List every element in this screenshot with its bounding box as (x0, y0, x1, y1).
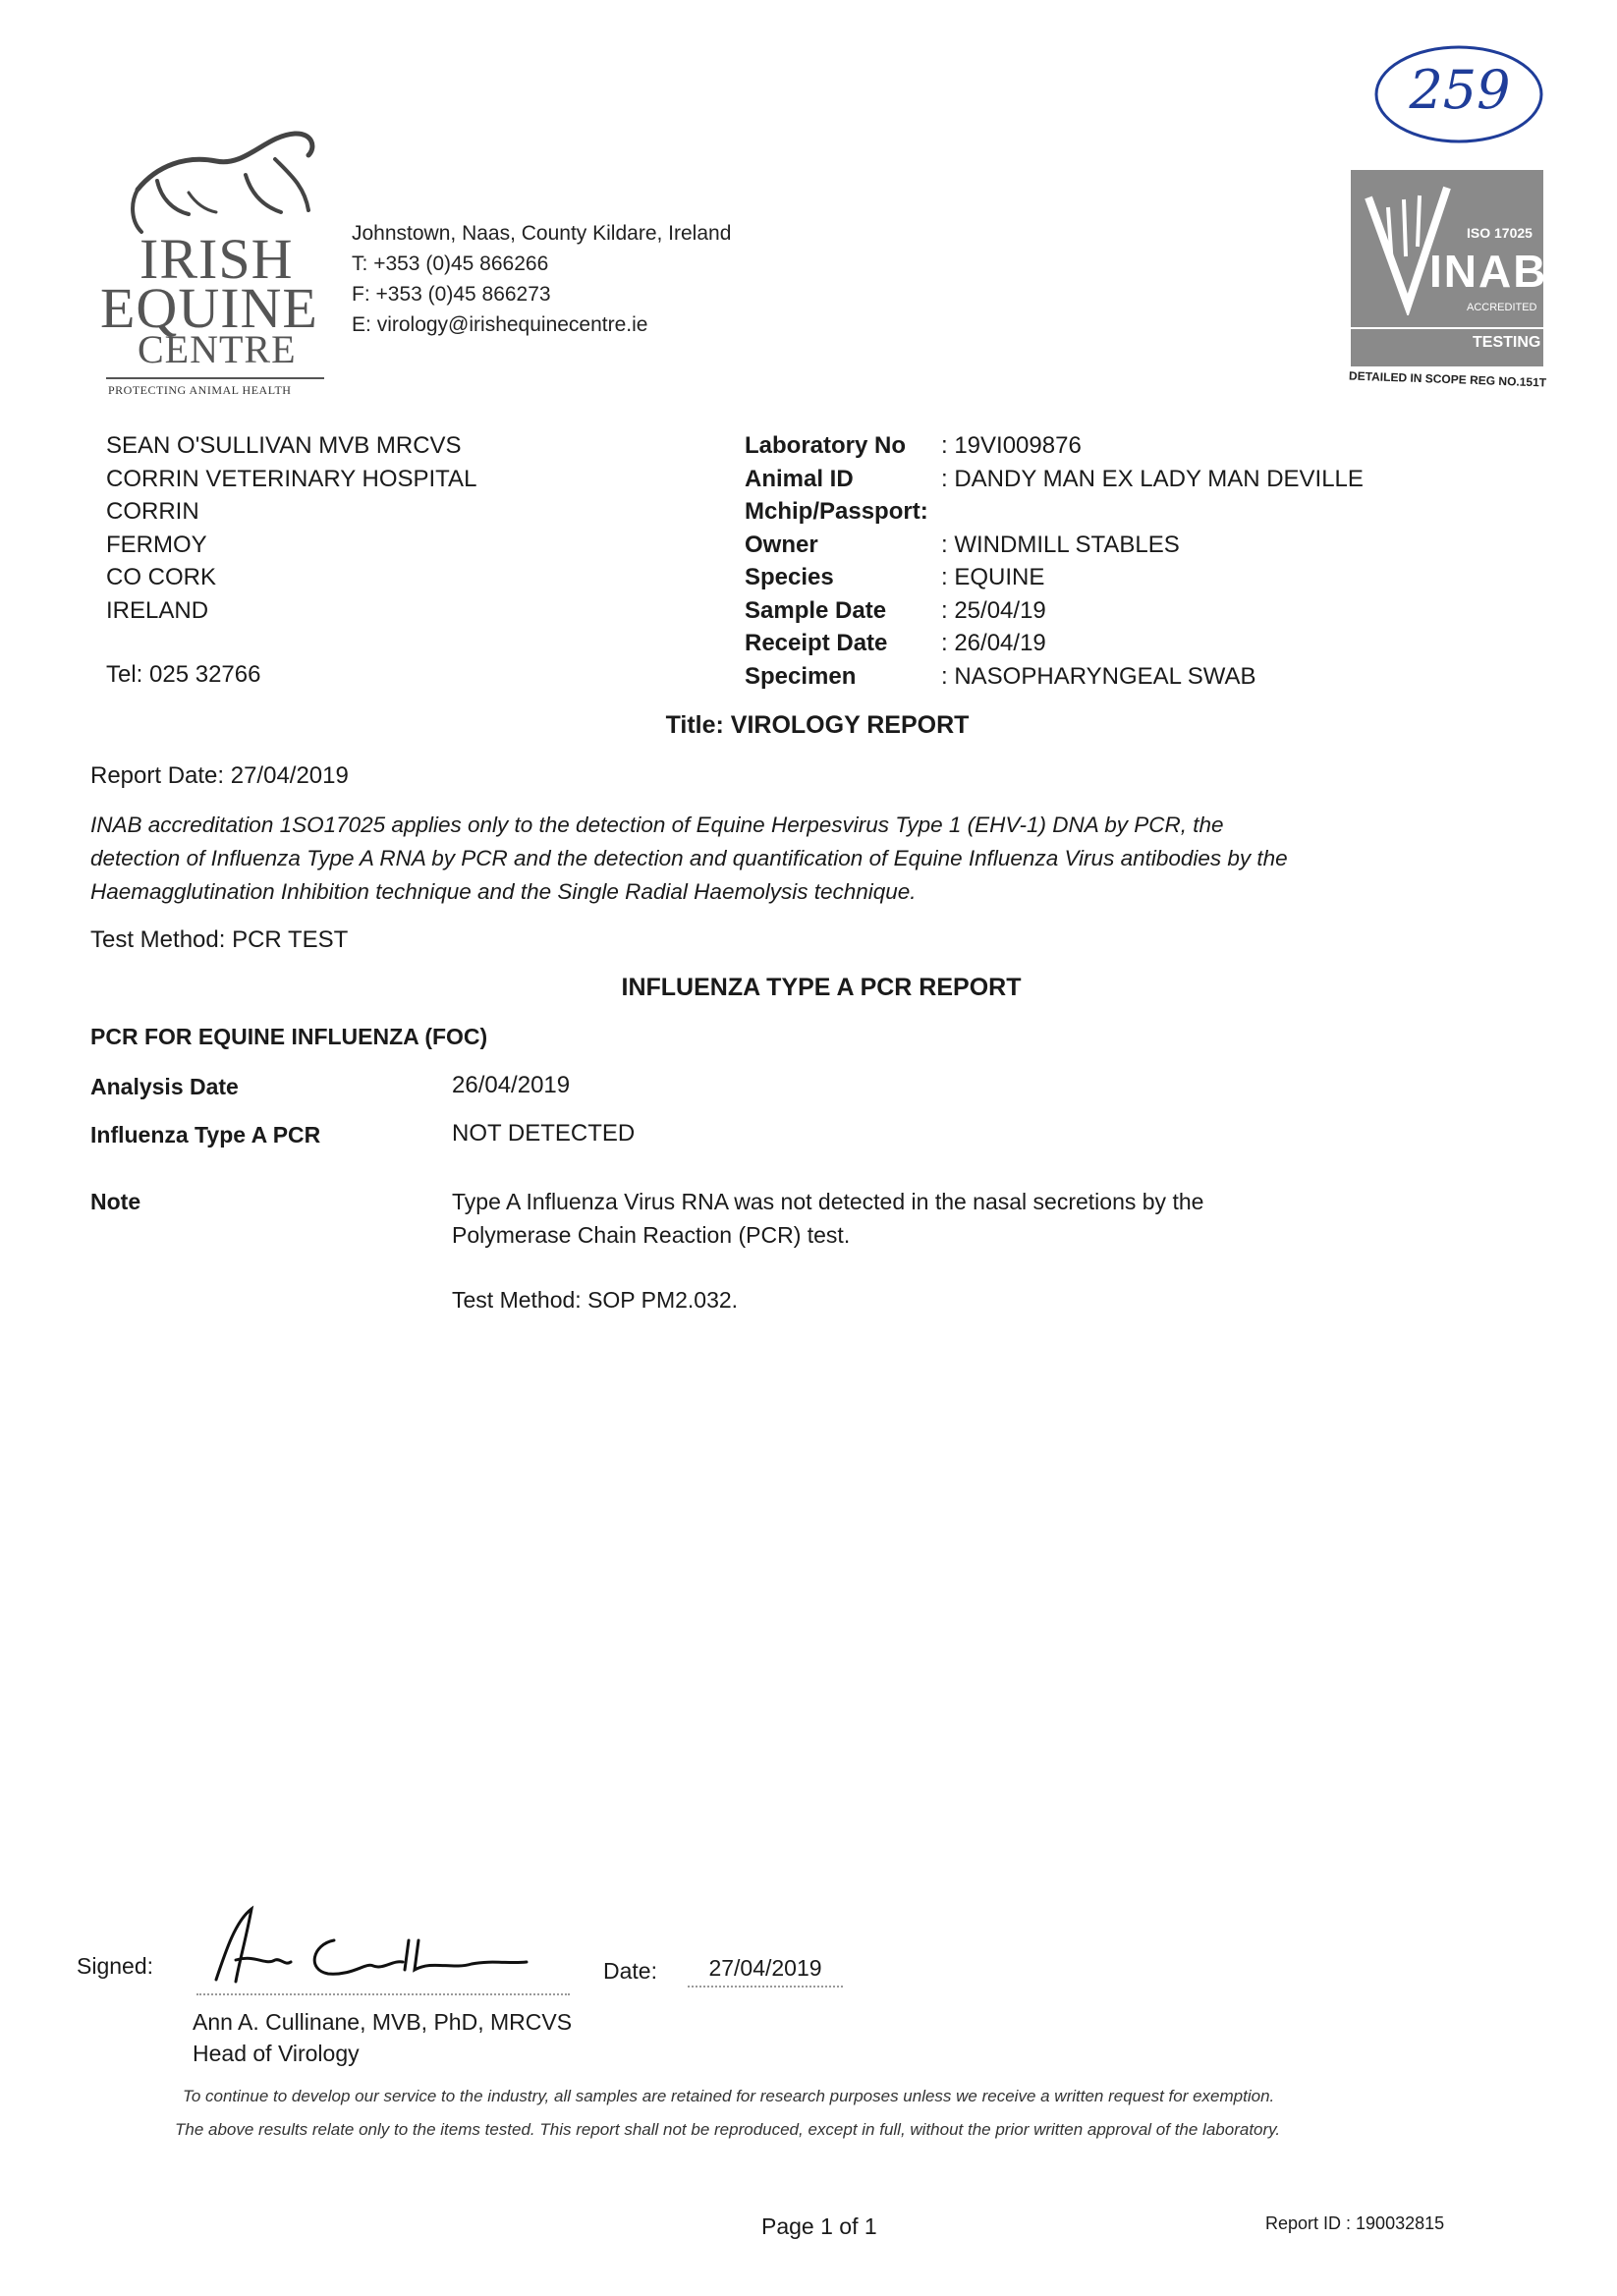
accreditation-line: Haemagglutination Inhibition technique and the Single Radial Haemolysis technique. (90, 879, 917, 904)
detail-label: Owner (745, 531, 818, 558)
detail-label: Laboratory No (745, 432, 907, 459)
inab-badge (1348, 170, 1548, 390)
irish-equine-centre-logo (98, 96, 334, 403)
contact-email: E: virology@irishequinecentre.ie (352, 313, 648, 336)
recipient-tel: Tel: 025 32766 (106, 661, 261, 688)
note-text (452, 1185, 1203, 1252)
detail-value: : 26/04/19 (941, 630, 1046, 656)
handwritten-number-text: 259 (1409, 59, 1511, 121)
recipient-address (106, 429, 476, 627)
logo-tagline: PROTECTING ANIMAL HEALTH (108, 383, 292, 397)
recipient-line: CORRIN (106, 498, 199, 525)
page-number: Page 1 of 1 (761, 2213, 877, 2239)
detail-row-species (745, 564, 1491, 597)
report-title: Title: VIROLOGY REPORT (665, 711, 970, 739)
detail-label: Mchip/Passport: (745, 498, 928, 525)
detail-label: Sample Date (745, 596, 887, 624)
disclaimer-retention: To continue to develop our service to the industry, all samples are retained for research purposes unless we receive a written request for exemption. (183, 2087, 1275, 2105)
signature-line (196, 1901, 570, 1995)
signature-handwriting (0, 0, 1, 1)
recipient-line: CORRIN VETERINARY HOSPITAL (106, 465, 477, 492)
detail-row-animal-id (745, 466, 1491, 499)
handwritten-page-number (1370, 41, 1547, 147)
contact-fax: F: +353 (0)45 866273 (352, 283, 551, 306)
sample-details (745, 432, 1491, 696)
accreditation-line: detection of Influenza Type A RNA by PCR and the detection and quantification of Equine Influenza Virus antibodies by the (90, 846, 1288, 870)
inab-name: INAB (1429, 246, 1548, 297)
detail-value: : WINDMILL STABLES (941, 531, 1180, 558)
inab-accredited: ACCREDITED (1467, 302, 1537, 313)
report-date: Report Date: 27/04/2019 (90, 762, 349, 789)
detail-row-mchip (745, 498, 1491, 532)
inab-testing: TESTING (1473, 334, 1541, 351)
signatory-name: Ann A. Cullinane, MVB, PhD, MRCVS (193, 2009, 573, 2035)
contact-block (352, 218, 731, 340)
inab-iso-label: ISO 17025 (1467, 225, 1533, 241)
pcr-result: NOT DETECTED (452, 1120, 636, 1147)
detail-label: Receipt Date (745, 630, 888, 656)
horse-logo-icon (98, 96, 334, 234)
inab-scope: DETAILED IN SCOPE REG NO.151T (1348, 368, 1547, 390)
recipient-line: CO CORK (106, 564, 217, 590)
pcr-label: Influenza Type A PCR (90, 1122, 321, 1148)
inab-testing-bar (1351, 327, 1543, 329)
test-method: Test Method: PCR TEST (90, 926, 349, 953)
signature-graphic (196, 1901, 570, 1993)
detail-value: : DANDY MAN EX LADY MAN DEVILLE (941, 465, 1364, 492)
contact-phone: T: +353 (0)45 866266 (352, 252, 549, 275)
disclaimer-reproduction: The above results relate only to the items tested. This report shall not be reproduced, except in full, without the prior written approval of the laboratory. (175, 2120, 1281, 2139)
logo-line-irish: IRISH (139, 227, 294, 291)
detail-row-owner (745, 532, 1491, 565)
signed-label: Signed: (77, 1953, 154, 1979)
signatory-role: Head of Virology (193, 2041, 360, 2066)
detail-row-sample-date (745, 597, 1491, 631)
analysis-date-value: 26/04/2019 (452, 1072, 571, 1098)
detail-row-receipt-date (745, 630, 1491, 663)
detail-value: : EQUINE (941, 564, 1045, 590)
detail-row-lab-no (745, 432, 1491, 466)
detail-value: : NASOPHARYNGEAL SWAB (941, 662, 1256, 690)
report-id: Report ID : 190032815 (1265, 2213, 1445, 2233)
detail-value: : 19VI009876 (941, 432, 1082, 459)
sop-method: Test Method: SOP PM2.032. (452, 1287, 739, 1313)
detail-row-specimen (745, 663, 1491, 697)
date-label: Date: (603, 1958, 657, 1984)
analysis-date-label: Analysis Date (90, 1074, 239, 1099)
detail-value: : 25/04/19 (941, 596, 1046, 624)
section-heading: INFLUENZA TYPE A PCR REPORT (621, 974, 1022, 1001)
logo-divider (106, 377, 324, 379)
logo-line-centre: CENTRE (138, 327, 297, 371)
detail-label: Animal ID (745, 465, 854, 492)
accreditation-note (90, 809, 1288, 909)
detail-label: Species (745, 564, 834, 590)
signature-date: 27/04/2019 (688, 1955, 843, 1988)
recipient-line: SEAN O'SULLIVAN MVB MRCVS (106, 432, 462, 459)
detail-label: Specimen (745, 662, 857, 690)
note-line: Polymerase Chain Reaction (PCR) test. (452, 1222, 851, 1248)
note-label: Note (90, 1189, 141, 1214)
note-line: Type A Influenza Virus RNA was not detected in the nasal secretions by the (452, 1189, 1204, 1214)
recipient-line: FERMOY (106, 531, 207, 558)
logo-line-equine: EQUINE (100, 276, 318, 340)
contact-address: Johnstown, Naas, County Kildare, Ireland (352, 222, 732, 245)
accreditation-line: INAB accreditation 1SO17025 applies only to the detection of Equine Herpesvirus Type 1 (EHV-1) DNA by PCR, the (90, 812, 1224, 837)
sub-heading: PCR FOR EQUINE INFLUENZA (FOC) (90, 1024, 488, 1049)
recipient-line: IRELAND (106, 596, 209, 624)
